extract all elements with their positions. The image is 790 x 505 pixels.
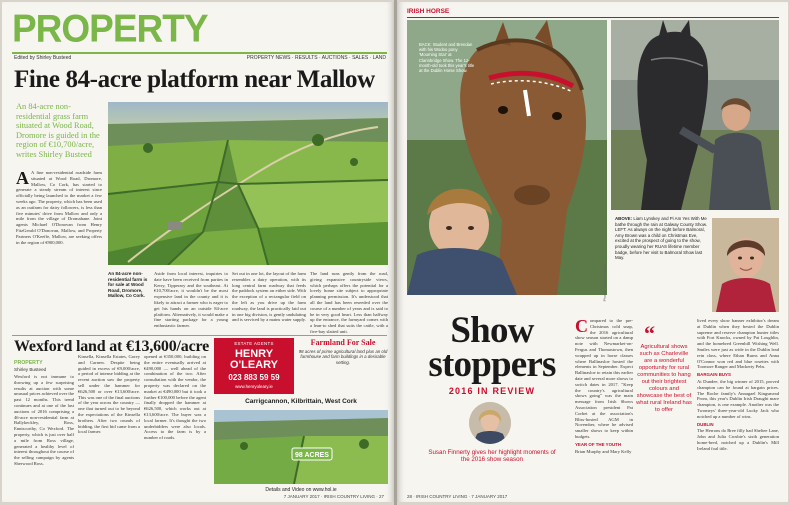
article-column-1: A A fine non-residential roadside farm situated at Wood Road, Dromore, Mallow, Co Cork, has started to generate a steady stream of interest since officially being launched to the market a few weeks ago. The property, which has been used as an outfarm for dairy followers, is less than five minutes' drive from Mallow and only a mile from the village of Dromahane. Joint agents Michael O'Donovan from Henry FitzGerald O'Donovan, Mallow, and Property Partners O'Keeffe, Mallow, are seeking offers in the region of €900,000.	[16, 170, 102, 245]
wexford-column-2: Kinsella, Kinsella Estates, Gorey and Carnew. Despite being guided in excess of €9,000/acre, a period of intense bidding at the recent auction saw the property sell under the hammer for €626,500 or over €13,600/acre. This was one of the final auctions of the year across the country — one that turned out to be beyond the expectations of the Kinsella brothers. After two rounds of bidding, the first bid came from a local farmer.	[78, 354, 140, 435]
wexford-column-1: Wexford is not immune to throwing up a few surprising results at auction with some unusual prices achieved over the past 12 months. This trend continues and at one of the last auctions of 2016 comprising a 46-acre non-residential farm at Ballykeckley, Ross, Enniscorthy, Co Wexford. The property, which is just over half a mile from Ross village, generated a healthy level of interest throughout the course of the selling campaign by agents Sherwood Ross.	[14, 374, 74, 466]
subheading-youth: YEAR OF THE YOUTH	[575, 441, 622, 447]
byline: Shirley Busteed	[14, 367, 47, 372]
article-column-4: The land runs gently from the road, giving expansive countryside views, which perhaps offers the potential for a lovely home site subject to appropriate planning permission. It's understood that all the land has been reseeded over the course of a number of years and is said to be in very good heart. Less than halfway up the entrance, the farmyard comes with a lean-to shed that suits the cattle, with a five-bay slatted unit.	[310, 271, 388, 334]
inset-caption: BACK: Student and Brendan with his Wodoo pony 'Mourning Star' at Clarinbridge Show. The 12-month-old took this year's title at the Dublin Horse Show.	[419, 42, 475, 74]
main-headline: Fine 84-acre platform near Mallow	[14, 66, 375, 93]
boy-and-pony-photo	[407, 20, 607, 295]
section-label: IRISH HORSE	[407, 8, 450, 15]
irish-horse-page	[397, 2, 788, 502]
section-rule	[407, 17, 779, 18]
agent-logo-box	[214, 338, 294, 394]
henry-oleary-advert	[214, 338, 388, 498]
photo-caption: An 84-acre non-residential farm is for sale at Wood Road, Dromore, Mallow, Co Cork.	[108, 271, 148, 299]
feature-title: Show stoppers	[428, 310, 556, 385]
pull-quote: Agricultural shows such as Charleville are a wonderful opportunity for rural communities to hang out their brightest colours and showcase the best of what rural Ireland has to offer	[636, 344, 692, 413]
agent-website: www.henryoleary.ie	[235, 384, 273, 389]
secondary-headline: Wexford land at €13,600/acre	[14, 338, 209, 355]
section-masthead: PROPERTY	[12, 6, 208, 50]
wexford-column-3: opened at €350,000, building on the entire eventually arrived at €490,000 — well ahead of the combination of the two. After consultation with the vendor, the property was declared on the market at €490,000 but it took a further €100,000 before the agent finally dropped the hammer at €626,500, which works out at €13,600/acre. The buyer was a local farmer. It's thought the two underbidders were also locals. Access to the farm is by a number of roads.	[144, 354, 206, 441]
for-sale-box	[298, 338, 388, 394]
photo-caption-right	[615, 216, 709, 261]
property-page	[2, 2, 394, 502]
article-column-2: Aside from local interest, inquiries to date have been received from parties in Kerry, Tipperary and the southeast. At €10,700/acre, it wouldn't be the most expensive land in the county and it is likely to attract a farmer who is eager to get his hands on an outside 84-acre platform. Alternatively, it would make a fine starting package for a young enthusiastic farmer.	[154, 271, 228, 329]
ad-contact: Details and Video on www.hol.ie	[265, 487, 337, 493]
section-divider	[12, 335, 387, 336]
page-folio: 28 · IRISH COUNTRY LIVING · 7 JANUARY 2017	[407, 494, 508, 499]
caption-lead: ABOVE:	[615, 216, 633, 221]
author-blurb: Susan Finnerty gives her highlight moments of the 2016 show season	[428, 449, 556, 464]
section-index: PROPERTY NEWS · RESULTS · AUCTIONS · SALES · LAND	[246, 55, 386, 61]
property-tag: PROPERTY	[14, 360, 43, 366]
agent-phone: 023 883 59 59	[228, 373, 280, 382]
article-column-3: Set out in one lot, the layout of the farm resembles a dairy operation, with its long central farm roadway that feeds the paddock system on either side. With the exception of a rectangular field on the left as you drive up the farm roadway, the land is practically laid out in one big division, is gently undulating and is serviced by a mains water supply.	[232, 271, 306, 323]
author-avatar	[469, 402, 511, 444]
feature-column-3: lived every show banner exhibitor's dream at Dublin when they bested the Dublin supreme and reserve champion hunter titles with Fort Knocks, owned by Pat Loughlin, and the homebred Greenhill Wishing Well. Smiles were just as wide in the Dublin lead rein class, where Ethan Burns and Anna O'Connor won red and blue rosettes with Toomore Ranger and Mackerty Pebs. BARGAIN BUYS At Dundee, the big winner of 2015, proved champion can be found at bargain prices. The Roche family's Annagael Kingsmead Prom, this year's Dublin Irish Draught mare champion, is one example. Another was the Twomeys' three-year-old Lucky Jack who notched up a number of wins. DUBLIN The Herrons do Bree filly had Sheltee Lane, John and Julia Crosbie's sixth generation home-bred, notched up a Dublin's Mill Ireland foal title.	[697, 318, 779, 451]
agent-name: HENRY O'LEARY	[229, 348, 279, 371]
elderly-woman-photo	[712, 218, 779, 312]
for-sale-title: Farmland For Sale	[310, 338, 376, 347]
rider-and-horse-photo	[611, 20, 779, 210]
subheading-dublin: DUBLIN	[697, 421, 714, 427]
for-sale-description: 98 acres of prime agricultural land plus an old farmhouse and farm buildings in a desirable setting.	[298, 349, 388, 365]
subheading-bargain: BARGAIN BUYS	[697, 372, 731, 378]
quote-mark-icon: “	[644, 321, 655, 346]
aerial-farm-photo	[108, 102, 388, 265]
feature-subtitle: 2016 IN REVIEW	[448, 386, 536, 396]
acres-badge: 98 ACRES	[295, 452, 329, 459]
editor-line: Edited by Shirley Busteed	[14, 55, 72, 61]
feature-column-1: Compared to the pre-Christmas cold snap, the 2016 agricultural show season started on a damp note with Newmarket-on-Fergus and Thomastown, then wrapped up in horse classes where Ballinasloe hosted the elements in September. Expect Ballinasloe to retain this earlier date and several more shows to switch dates in 2017. "Keep the country's agricultural shows going" was the main message from Irish Shows Association president Pat Corbet at the association's Bliss-hosted AGM in November, where he advised smaller shows to keep within budgets. YEAR OF THE YOUTH Brian Murphy and Mary Kelly	[575, 318, 633, 454]
masthead-rule	[12, 52, 387, 54]
drop-cap: C	[575, 318, 588, 336]
drop-cap: A	[16, 170, 29, 188]
caption-body: Liam Lynskey and Pi Am Yes With Me bathe through the rain at Galway County Show. LEFT: As always on the night before Balmoral, Amy Brown was a child on Christmas Eve, excited at the prospect of going to the show, proudly wearing her RUAS lifetime member badge, before her visit to Balmoral Show last May.	[615, 216, 708, 261]
page-folio: 7 JANUARY 2017 · IRISH COUNTRY LIVING · 27	[283, 494, 384, 499]
ad-farm-photo	[214, 410, 388, 484]
standfirst: An 84-acre non-residential grass farm situated at Wood Road, Dromore is guided in the region of €10,700/acre, writes Shirley Busteed	[16, 102, 100, 159]
photo-credit: Photos: Susan Finnerty	[603, 264, 607, 302]
agents-label: ESTATE AGENTS	[234, 341, 274, 346]
ad-location: Carrigcannon, Kilbrittain, West Cork	[245, 398, 357, 405]
